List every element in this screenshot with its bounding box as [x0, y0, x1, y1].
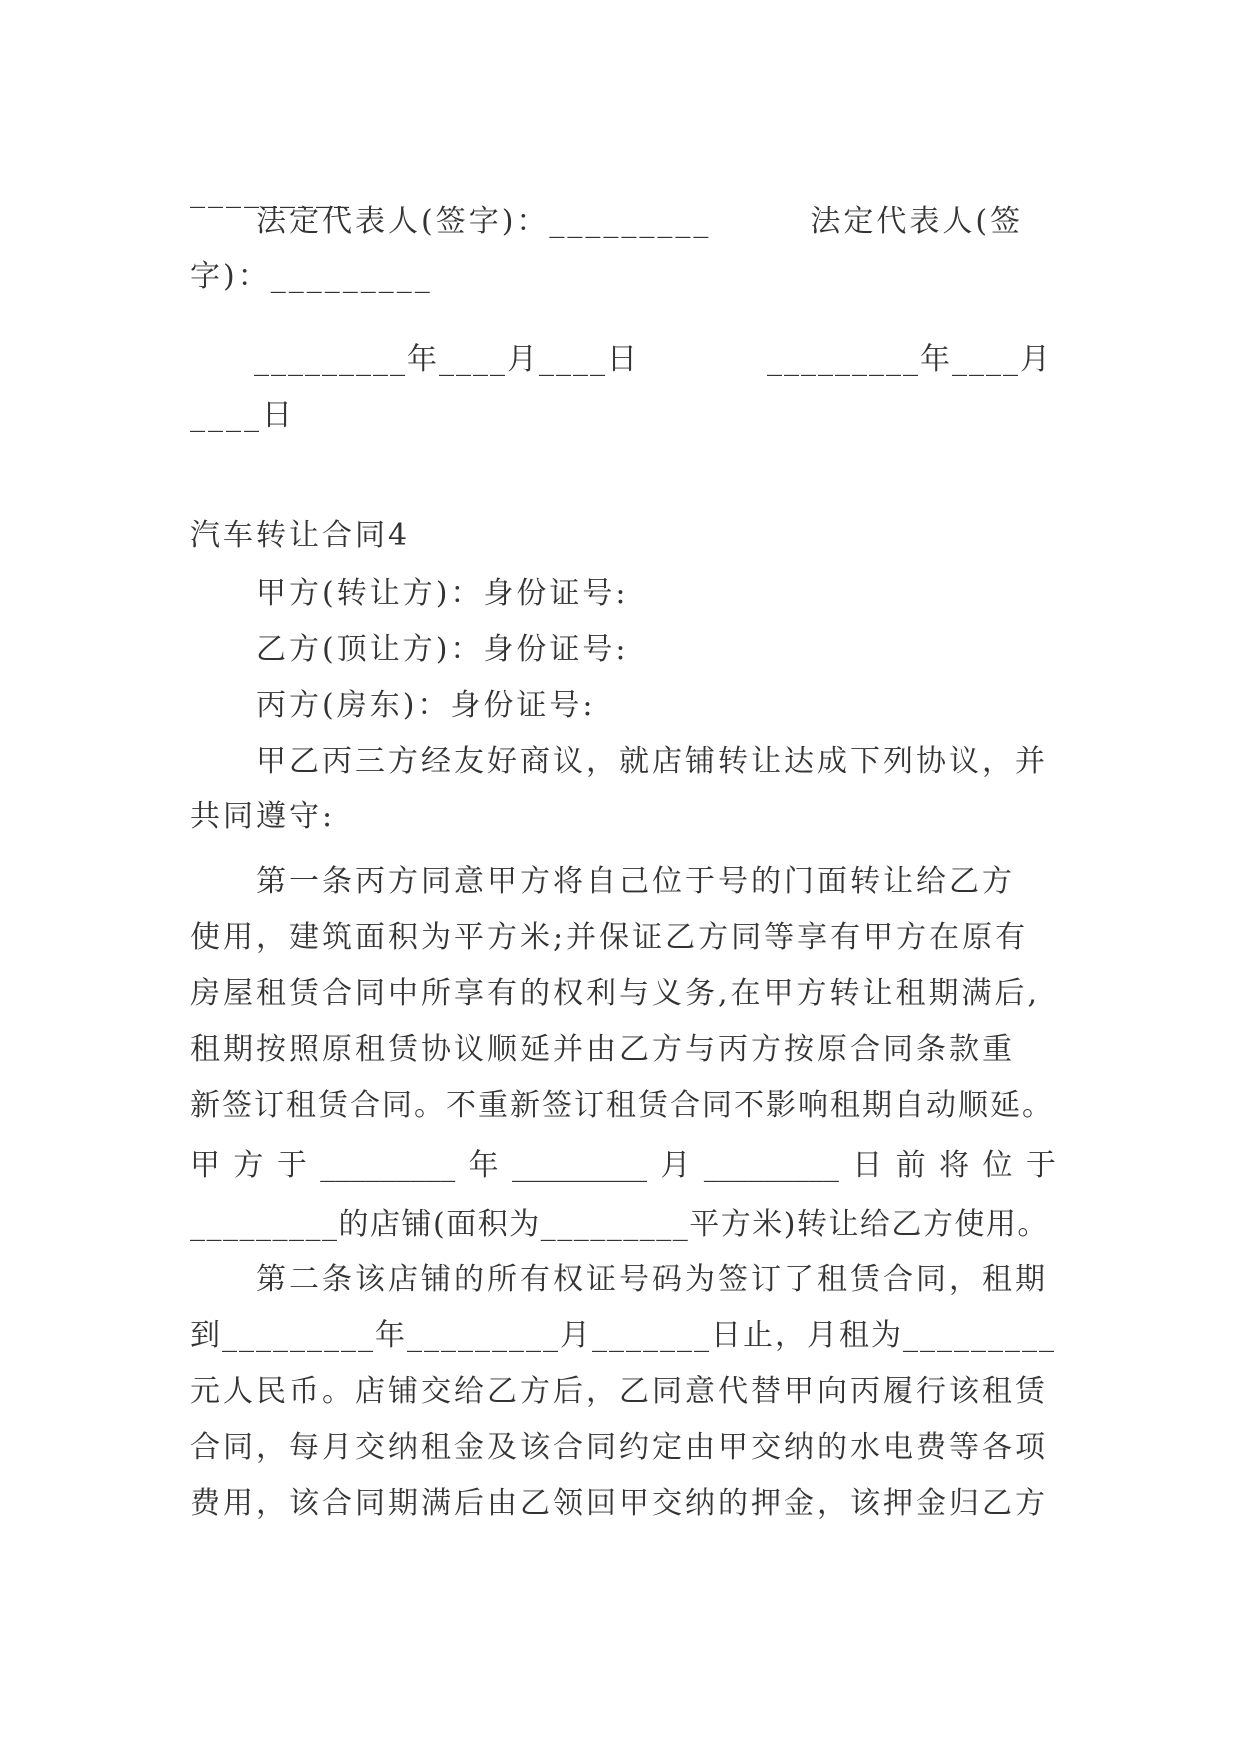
text-segment: 于: [1025, 1148, 1056, 1183]
text-segment: _________: [320, 1148, 456, 1183]
text-line: 元人民币。店铺交给乙方后，乙同意代替甲向丙履行该租赁: [190, 1374, 1048, 1409]
text-line: 共同遵守:: [190, 799, 336, 834]
text-segment: 位: [982, 1148, 1013, 1183]
text-segment: 日: [852, 1148, 883, 1183]
text-line: 乙方(顶让方)：身份证号:: [190, 632, 629, 667]
text-segment: 年: [468, 1148, 499, 1183]
text-segment: _________: [703, 1148, 839, 1183]
text-line: 丙方(房东)：身份证号:: [190, 688, 596, 723]
text-segment: 前: [895, 1148, 926, 1183]
text-line: 法定代表人(签字)：_________ 法定代表人(签: [190, 204, 1024, 239]
section-heading: 汽车转让合同4: [190, 518, 411, 553]
text-line: 合同，每月交纳租金及该合同约定由甲交纳的水电费等各项: [190, 1430, 1048, 1465]
text-line: 费用，该合同期满后由乙领回甲交纳的押金，该押金归乙方: [190, 1486, 1048, 1521]
text-line: 租期按照原租赁协议顺延并由乙方与丙方按原合同条款重: [190, 1032, 1015, 1067]
text-line: 房屋租赁合同中所享有的权利与义务,在甲方转让租期满后,: [190, 976, 1041, 1011]
text-line-justified: [190, 1146, 1056, 1186]
text-segment: 方: [233, 1148, 264, 1183]
text-line: 到_________年_________月_______日止，月租为_________: [190, 1318, 1056, 1353]
text-line: 字)：_________: [190, 259, 433, 294]
text-segment: 将: [939, 1148, 970, 1183]
text-line: 使用，建筑面积为平方米;并保证乙方同等享有甲方在原有: [190, 920, 1029, 955]
text-line: ____日: [190, 398, 295, 433]
text-line: 新签订租赁合同。不重新签订租赁合同不影响租期自动顺延。: [190, 1088, 1054, 1123]
text-segment: 于: [276, 1148, 307, 1183]
text-line: _________: [190, 174, 352, 209]
text-line: 第二条该店铺的所有权证号码为签订了租赁合同，租期: [190, 1262, 1048, 1297]
text-line: 甲乙丙三方经友好商议，就店铺转让达成下列协议，并: [190, 744, 1048, 779]
text-line: _________年____月____日 _________年____月: [190, 342, 1052, 377]
text-segment: 月: [660, 1148, 691, 1183]
text-segment: _________: [512, 1148, 648, 1183]
text-line: _________的店铺(面积为_________平方米)转让给乙方使用。: [190, 1207, 1049, 1242]
text-segment: 甲: [190, 1148, 220, 1183]
text-line: 第一条丙方同意甲方将自己位于号的门面转让给乙方: [190, 864, 1015, 899]
text-line: 甲方(转让方)：身份证号:: [190, 576, 629, 611]
